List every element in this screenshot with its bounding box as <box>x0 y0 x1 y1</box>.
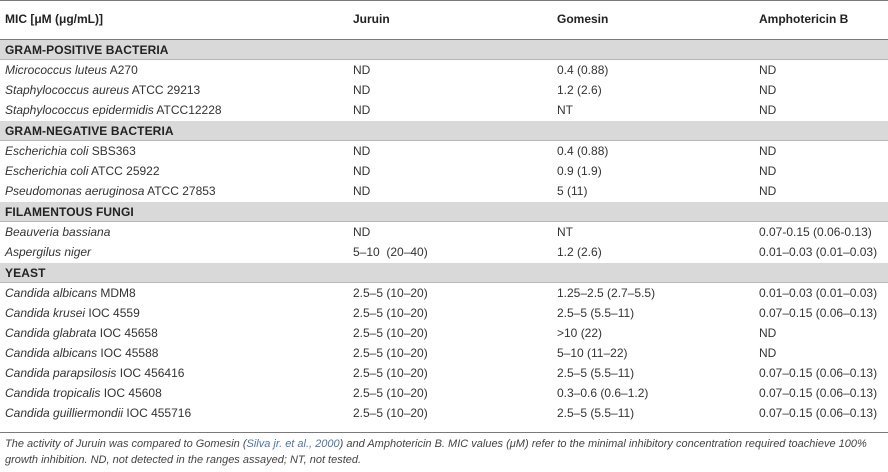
amphotericin-cell: 0.07–0.15 (0.06–0.13) <box>759 366 878 380</box>
juruin-cell: ND <box>353 144 371 158</box>
juruin-cell: ND <box>353 83 371 97</box>
organism-cell: Pseudomonas aeruginosa ATCC 27853 <box>5 184 216 198</box>
amphotericin-cell: 0.07-0.15 (0.06-0.13) <box>759 225 872 239</box>
gomesin-cell: >10 (22) <box>557 326 603 340</box>
table-row <box>0 323 888 343</box>
section-gram-negative <box>0 121 888 141</box>
table-row <box>0 181 888 201</box>
gomesin-cell: 0.4 (0.88) <box>557 63 609 77</box>
juruin-cell: 2.5–5 (10–20) <box>353 286 428 300</box>
amphotericin-cell: ND <box>759 184 777 198</box>
table-row <box>0 141 888 161</box>
section-title: GRAM-NEGATIVE BACTERIA <box>5 124 174 138</box>
section-gram-positive <box>0 40 888 60</box>
juruin-cell: 2.5–5 (10–20) <box>353 326 428 340</box>
amphotericin-cell: ND <box>759 63 777 77</box>
section-yeast <box>0 263 888 283</box>
table-row <box>0 100 888 120</box>
amphotericin-cell: ND <box>759 144 777 158</box>
juruin-cell: ND <box>353 225 371 239</box>
gomesin-cell: 2.5–5 (5.5–11) <box>557 306 635 320</box>
organism-cell: Escherichia coli ATCC 25922 <box>5 164 160 178</box>
table-row <box>0 283 888 303</box>
juruin-cell: 5–10 (20–40) <box>353 245 428 259</box>
juruin-cell: 2.5–5 (10–20) <box>353 386 428 400</box>
organism-cell: Candida krusei IOC 4559 <box>5 306 140 320</box>
table-row <box>0 303 888 323</box>
section-filamentous-fungi <box>0 202 888 222</box>
table-row <box>0 403 888 423</box>
juruin-cell: ND <box>353 164 371 178</box>
amphotericin-cell: ND <box>759 164 777 178</box>
table-row <box>0 363 888 383</box>
juruin-cell: 2.5–5 (10–20) <box>353 366 428 380</box>
table-row <box>0 60 888 80</box>
table-row <box>0 222 888 242</box>
juruin-cell: ND <box>353 184 371 198</box>
amphotericin-cell: 0.01–0.03 (0.01–0.03) <box>759 245 878 259</box>
juruin-cell: ND <box>353 103 371 117</box>
gomesin-cell: 2.5–5 (5.5–11) <box>557 406 635 420</box>
organism-cell: Candida guilliermondii IOC 455716 <box>5 406 192 420</box>
amphotericin-cell: ND <box>759 83 777 97</box>
table-row <box>0 161 888 181</box>
organism-cell: Candida albicans MDM8 <box>5 286 136 300</box>
header-amphotericin: Amphotericin B <box>759 12 849 26</box>
organism-cell: Micrococcus luteus A270 <box>5 63 138 77</box>
citation-link[interactable]: Silva jr. et al., 2000 <box>246 438 340 450</box>
amphotericin-cell: ND <box>759 346 777 360</box>
section-title: GRAM-POSITIVE BACTERIA <box>5 43 169 57</box>
organism-cell: Candida glabrata IOC 45658 <box>5 326 158 340</box>
organism-cell: Candida tropicalis IOC 45608 <box>5 386 162 400</box>
gomesin-cell: NT <box>557 103 573 117</box>
section-title: FILAMENTOUS FUNGI <box>5 205 134 219</box>
organism-cell: Staphylococcus aureus ATCC 29213 <box>5 83 201 97</box>
table-header <box>0 0 888 40</box>
amphotericin-cell: 0.01–0.03 (0.01–0.03) <box>759 286 878 300</box>
gomesin-cell: 1.25–2.5 (2.7–5.5) <box>557 286 656 300</box>
table-row <box>0 383 888 403</box>
organism-cell: Beauveria bassiana <box>5 225 111 239</box>
organism-cell: Candida parapsilosis IOC 456416 <box>5 366 185 380</box>
organism-cell: Staphylococcus epidermidis ATCC12228 <box>5 103 222 117</box>
amphotericin-cell: ND <box>759 103 777 117</box>
gomesin-cell: 1.2 (2.6) <box>557 245 602 259</box>
gomesin-cell: NT <box>557 225 573 239</box>
gomesin-cell: 0.9 (1.9) <box>557 164 602 178</box>
juruin-cell: ND <box>353 63 371 77</box>
juruin-cell: 2.5–5 (10–20) <box>353 306 428 320</box>
header-juruin: Juruin <box>353 12 390 26</box>
gomesin-cell: 2.5–5 (5.5–11) <box>557 366 635 380</box>
amphotericin-cell: ND <box>759 326 777 340</box>
organism-cell: Candida albicans IOC 45588 <box>5 346 159 360</box>
gomesin-cell: 0.3–0.6 (0.6–1.2) <box>557 386 649 400</box>
table-row <box>0 242 888 262</box>
table-footnote: The activity of Juruin was compared to Gomesin (Silva jr. et al., 2000) and Amphotericin B. MIC values (μM) refer to the minimal inhibitory concentration required toachieve 100% growth inhibition. ND, not detected in the ranges assayed; NT, not tested. <box>5 438 867 466</box>
gomesin-cell: 5–10 (11–22) <box>557 346 628 360</box>
amphotericin-cell: 0.07–0.15 (0.06–0.13) <box>759 386 878 400</box>
amphotericin-cell: 0.07–0.15 (0.06–0.13) <box>759 406 878 420</box>
organism-cell: Aspergilus niger <box>5 245 92 259</box>
organism-cell: Escherichia coli SBS363 <box>5 144 136 158</box>
table-bottom-rule <box>0 432 888 433</box>
gomesin-cell: 5 (11) <box>557 184 588 198</box>
gomesin-cell: 1.2 (2.6) <box>557 83 602 97</box>
table-row <box>0 343 888 363</box>
header-mic: MIC [μM (μg/mL)] <box>5 12 103 26</box>
juruin-cell: 2.5–5 (10–20) <box>353 346 428 360</box>
gomesin-cell: 0.4 (0.88) <box>557 144 609 158</box>
table-row <box>0 80 888 100</box>
header-gomesin: Gomesin <box>557 12 609 26</box>
amphotericin-cell: 0.07–0.15 (0.06–0.13) <box>759 306 878 320</box>
juruin-cell: 2.5–5 (10–20) <box>353 406 428 420</box>
section-title: YEAST <box>5 266 46 280</box>
